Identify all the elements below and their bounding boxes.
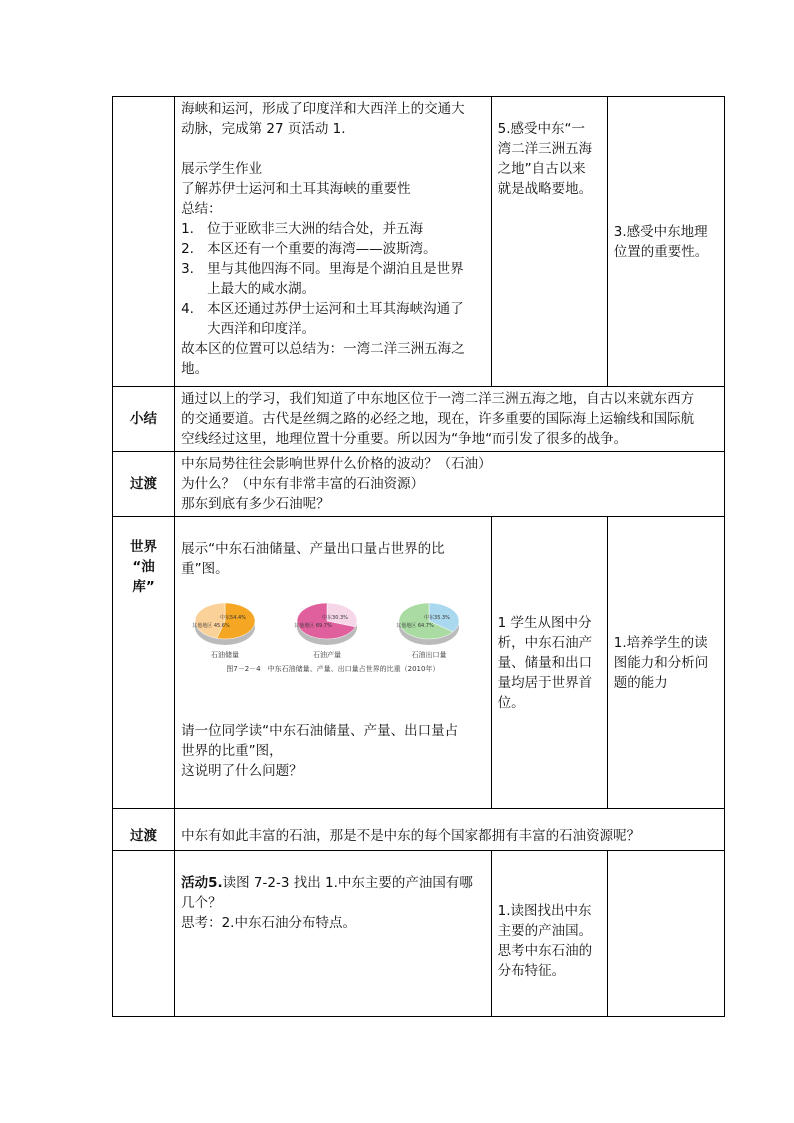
question-line: 这说明了什么问题？: [181, 763, 303, 779]
label-cell-empty: [113, 97, 175, 387]
transition-cell: [175, 809, 725, 851]
table-row: [113, 809, 725, 851]
student-line: 1.读图找出中东: [497, 903, 592, 919]
activity-line: 几个？: [181, 895, 222, 911]
pie-label-mideast: 中东54.4%: [220, 615, 247, 621]
oil-content-cell: [175, 517, 492, 809]
question-line: 请一位同学读“中东石油储量、产量、出口量占: [181, 723, 459, 739]
goal-line: 题的能力: [613, 674, 668, 691]
conclusion-line: 故本区的位置可以总结为：一湾二洋三洲五海之: [181, 341, 465, 357]
summary-line: 的交通要道。古代是丝绸之路的必经之地，现在，许多重要的国际海上运输线和国际航: [181, 411, 695, 427]
student-line: 之地”自古以来: [497, 161, 586, 177]
student-line: 析，中东石油产: [497, 634, 593, 651]
row-label: 过渡: [113, 452, 175, 517]
student-activity-cell: [491, 851, 607, 1017]
goal-line: 3.感受中东地理: [613, 223, 708, 240]
summary-cell: [175, 387, 725, 452]
student-activity-cell: [491, 517, 607, 809]
student-line: 位。: [497, 694, 525, 711]
activity-cell: [175, 851, 492, 1017]
student-line: 主要的产油国。: [497, 923, 593, 939]
student-line: 5.感受中东“一: [497, 121, 585, 137]
lesson-plan-table: [112, 96, 725, 1017]
summary-list: [181, 219, 485, 339]
student-line: 量、储量和出口: [497, 654, 593, 671]
list-item: 3. 里与其他四海不同。里海是个湖泊且是世界 上最大的咸水湖。: [181, 261, 464, 297]
transition-text: 中东有如此丰富的石油，那是不是中东的每个国家都拥有丰富的石油资源呢？: [181, 828, 641, 844]
table-row: [113, 97, 725, 387]
pie-label-other: 其他地区 45.6%: [192, 623, 230, 629]
student-line: 1 学生从图中分: [497, 614, 592, 631]
pie-chart: [294, 603, 357, 659]
think-line: 思考：2.中东石油分布特点。: [181, 915, 356, 931]
row-label: 世界 “油 库”: [113, 517, 175, 809]
table-row: [113, 851, 725, 1017]
oil-share-figure: [181, 591, 485, 721]
student-line: 就是战略要地。: [497, 181, 593, 197]
student-line: 湾二洋三洲五海: [497, 141, 593, 157]
content-line: 动脉，完成第 27 页活动 1.: [181, 121, 346, 137]
goal-cell: [607, 517, 724, 809]
transition-line: 中东局势往往会影响世界什么价格的波动？（石油）: [181, 456, 492, 472]
pie-label-other: 其他地区 69.7%: [294, 623, 332, 629]
goal-line: 1.培养学生的读: [613, 634, 708, 651]
list-item: 1. 位于亚欧非三大洲的结合处，并五海: [181, 221, 424, 237]
row-label: 过渡: [113, 809, 175, 851]
transition-cell: [175, 452, 725, 517]
question-line: 世界的比重”图，: [181, 743, 283, 759]
list-item: 4. 本区还通过苏伊士运河和土耳其海峡沟通了 大西洋和印度洋。: [181, 301, 464, 337]
transition-line: 那东到底有多少石油呢？: [181, 496, 330, 512]
label-cell-empty: [113, 851, 175, 1017]
content-cell: [175, 97, 492, 387]
pie-caption: 石油储量: [211, 651, 240, 659]
goal-cell-empty: [607, 851, 724, 1017]
goal-line: 位置的重要性。: [613, 243, 709, 260]
content-line: 海峡和运河，形成了印度洋和大西洋上的交通大: [181, 101, 465, 117]
intro-line: 重”图。: [181, 561, 229, 577]
table-row: [113, 452, 725, 517]
summary-line: 空线经过这里，地理位置十分重要。所以因为“争地“而引发了很多的战争。: [181, 431, 628, 447]
transition-line: 为什么？（中东有非常丰富的石油资源）: [181, 476, 425, 492]
figure-caption: 图7－2－4 中东石油储量、产量、出口量占世界的比重（2010年）: [226, 665, 440, 673]
pie-caption: 石油产量: [313, 651, 342, 659]
goal-cell: [607, 97, 724, 387]
table-row: [113, 387, 725, 452]
conclusion-line: 地。: [181, 361, 209, 377]
student-line: 量均居于世界首: [497, 674, 593, 691]
student-activity-cell: [491, 97, 607, 387]
pie-label-other: 其他地区 64.7%: [396, 623, 434, 629]
table-row: [113, 517, 725, 809]
goal-line: 图能力和分析问: [613, 654, 709, 671]
student-line: 分布特征。: [497, 963, 566, 979]
activity-line: 活动5.读图 7-2-3 找出 1.中东主要的产油国有哪: [181, 875, 473, 891]
pie-label-mideast: 中东35.3%: [424, 615, 451, 621]
show-work-text: 展示学生作业: [181, 161, 263, 177]
summary-line: 通过以上的学习，我们知道了中东地区位于一湾二洋三洲五海之地，自古以来就东西方: [181, 391, 695, 407]
student-line: 思考中东石油的: [497, 943, 593, 959]
row-label: 小结: [113, 387, 175, 452]
list-item: 2. 本区还有一个重要的海湾——波斯湾。: [181, 241, 437, 257]
summary-label: 总结：: [181, 201, 222, 217]
understand-text: 了解苏伊士运河和土耳其海峡的重要性: [181, 181, 411, 197]
pie-chart: [396, 603, 459, 659]
intro-line: 展示“中东石油储量、产量出口量占世界的比: [181, 541, 445, 557]
pie-chart: [192, 603, 255, 659]
pie-label-mideast: 中东30.3%: [322, 615, 349, 621]
pie-caption: 石油出口量: [411, 651, 447, 659]
